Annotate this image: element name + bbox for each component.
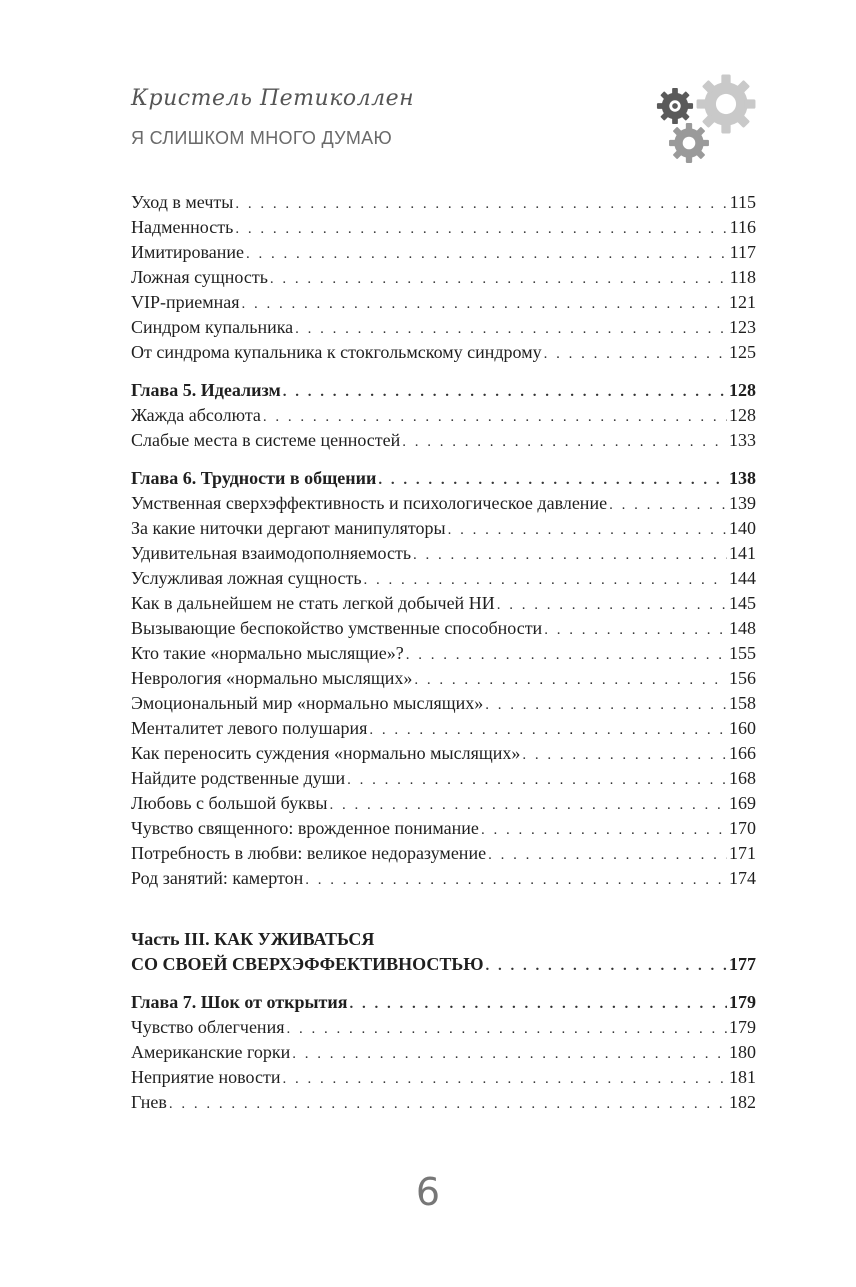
toc-part-3: СО СВОЕЙ СВЕРХЭФФЕКТИВНОСТЬЮ . . . 177: [131, 952, 756, 977]
toc-entry: Найдите родственные души . . . 168: [131, 766, 756, 791]
toc-entry: Синдром купальника . . . 123: [131, 315, 756, 340]
toc-entry: Гнев . . . 182: [131, 1090, 756, 1115]
toc-entry: Жажда абсолюта . . . 128: [131, 403, 756, 428]
toc-entry: Чувство священного: врожденное понимание . . . 170: [131, 816, 756, 841]
toc-entry: Надменность . . . 116: [131, 215, 756, 240]
toc-entry: Менталитет левого полушария . . . 160: [131, 716, 756, 741]
toc-entry: Потребность в любви: великое недоразумение . . . 171: [131, 841, 756, 866]
gears-icon: [655, 72, 759, 166]
toc-entry: Как переносить суждения «нормально мыслящих» . . . 166: [131, 741, 756, 766]
page-number: 6: [415, 1170, 441, 1214]
toc-entry: Неприятие новости . . . 181: [131, 1065, 756, 1090]
toc-entry: Любовь с большой буквы . . . 169: [131, 791, 756, 816]
toc-entry: Кто такие «нормально мыслящие»? . . . 155: [131, 641, 756, 666]
toc-entry: VIP-приемная . . . 121: [131, 290, 756, 315]
author-name: Кристель Петиколлен: [131, 86, 415, 111]
toc-entry: Как в дальнейшем не стать легкой добычей НИ . . . 145: [131, 591, 756, 616]
toc-entry: Вызывающие беспокойство умственные способности . . . 148: [131, 616, 756, 641]
toc-entry: От синдрома купальника к стокгольмскому синдрому . . . 125: [131, 340, 756, 365]
toc-entry: За какие ниточки дергают манипуляторы . . . 140: [131, 516, 756, 541]
toc-entry: Удивительная взаимодополняемость . . . 141: [131, 541, 756, 566]
toc-entry: Чувство облегчения . . . 179: [131, 1015, 756, 1040]
toc-entry: Уход в мечты . . . 115: [131, 190, 756, 215]
toc-entry: Род занятий: камертон . . . 174: [131, 866, 756, 891]
book-title: Я СЛИШКОМ МНОГО ДУМАЮ: [131, 128, 392, 148]
table-of-contents: [131, 190, 756, 1115]
toc-part-3-line-1: Часть III. КАК УЖИВАТЬСЯ: [131, 929, 375, 949]
toc-entry: Американские горки . . . 180: [131, 1040, 756, 1065]
toc-entry: Умственная сверхэффективность и психологическое давление . . . 139: [131, 491, 756, 516]
toc-entry: Услужливая ложная сущность . . . 144: [131, 566, 756, 591]
toc-entry: Имитирование . . . 117: [131, 240, 756, 265]
toc-entry: Ложная сущность . . . 118: [131, 265, 756, 290]
toc-chapter-6: Глава 6. Трудности в общении . . . 138: [131, 466, 756, 491]
toc-entry: Слабые места в системе ценностей . . . 133: [131, 428, 756, 453]
toc-entry: Неврология «нормально мыслящих» . . . 156: [131, 666, 756, 691]
toc-chapter-7: Глава 7. Шок от открытия . . . 179: [131, 990, 756, 1015]
toc-chapter-5: Глава 5. Идеализм . . . 128: [131, 378, 756, 403]
toc-entry: Эмоциональный мир «нормально мыслящих» . . . 158: [131, 691, 756, 716]
